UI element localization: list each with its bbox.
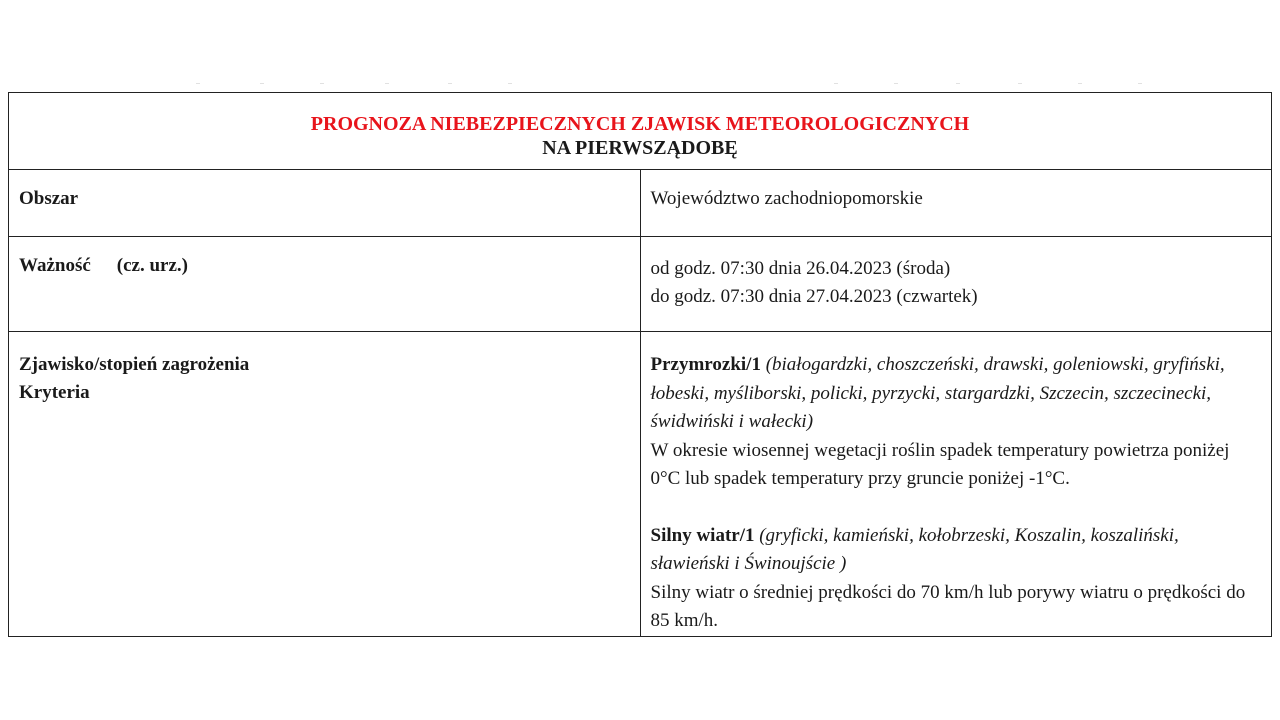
phenomenon-frost-districts: (białogardzki, choszczeński, drawski, goleniowski, gryfiński, łobeski, myśliborski, policki, pyrzycki, stargardzki, Szczecin, szczecinecki, świdwiński i wałecki) <box>650 354 1225 432</box>
phenomena-label <box>9 332 641 637</box>
phenomena-label-line2: Kryteria <box>19 382 90 403</box>
phenomena-label-line1: Zjawisko/stopień zagrożenia <box>19 354 250 375</box>
validity-label <box>9 237 641 332</box>
phenomenon-wind <box>651 522 1252 579</box>
validity-label-main: Ważność <box>19 255 91 276</box>
validity-from: od godz. 07:30 dnia 26.04.2023 (środa) <box>650 258 951 279</box>
validity-to: do godz. 07:30 dnia 27.04.2023 (czwartek) <box>650 286 978 307</box>
forecast-table <box>8 92 1272 637</box>
area-row <box>9 170 1272 237</box>
validity-value <box>640 237 1272 332</box>
document-subtitle: NA PIERWSZĄDOBĘ <box>542 137 738 159</box>
validity-label-sub: (cz. urz.) <box>116 255 188 276</box>
phenomena-row <box>9 332 1272 637</box>
validity-row <box>9 237 1272 332</box>
phenomenon-wind-name: Silny wiatr/1 <box>650 524 755 546</box>
title-row <box>9 93 1272 170</box>
phenomenon-frost-name: Przymrozki/1 <box>650 354 761 375</box>
ruler-marks-left: — — — — — — <box>196 80 512 85</box>
phenomenon-wind-criteria: Silny wiatr o średniej prędkości do 70 km/h lub porywy wiatru o prędkości do 85 km/h. <box>650 581 1246 631</box>
document-title: PROGNOZA NIEBEZPIECZNYCH ZJAWISK METEOROLOGICZNYCH <box>310 113 970 135</box>
phenomenon-frost <box>651 351 1252 437</box>
area-value: Województwo zachodniopomorskie <box>640 170 1272 237</box>
phenomenon-frost-criteria: W okresie wiosennej wegetacji roślin spadek temperatury powietrza poniżej 0°C lub spadek temperatury przy gruncie poniżej -1°C. <box>650 439 1230 489</box>
phenomena-value <box>640 332 1272 637</box>
area-label: Obszar <box>9 170 641 237</box>
phenomenon-wind-districts: (gryficki, kamieński, kołobrzeski, Koszalin, koszaliński, sławieński i Świnoujście ) <box>650 524 1179 574</box>
title-cell <box>9 93 1272 170</box>
ruler-marks-right: — — — — — — <box>834 80 1142 85</box>
